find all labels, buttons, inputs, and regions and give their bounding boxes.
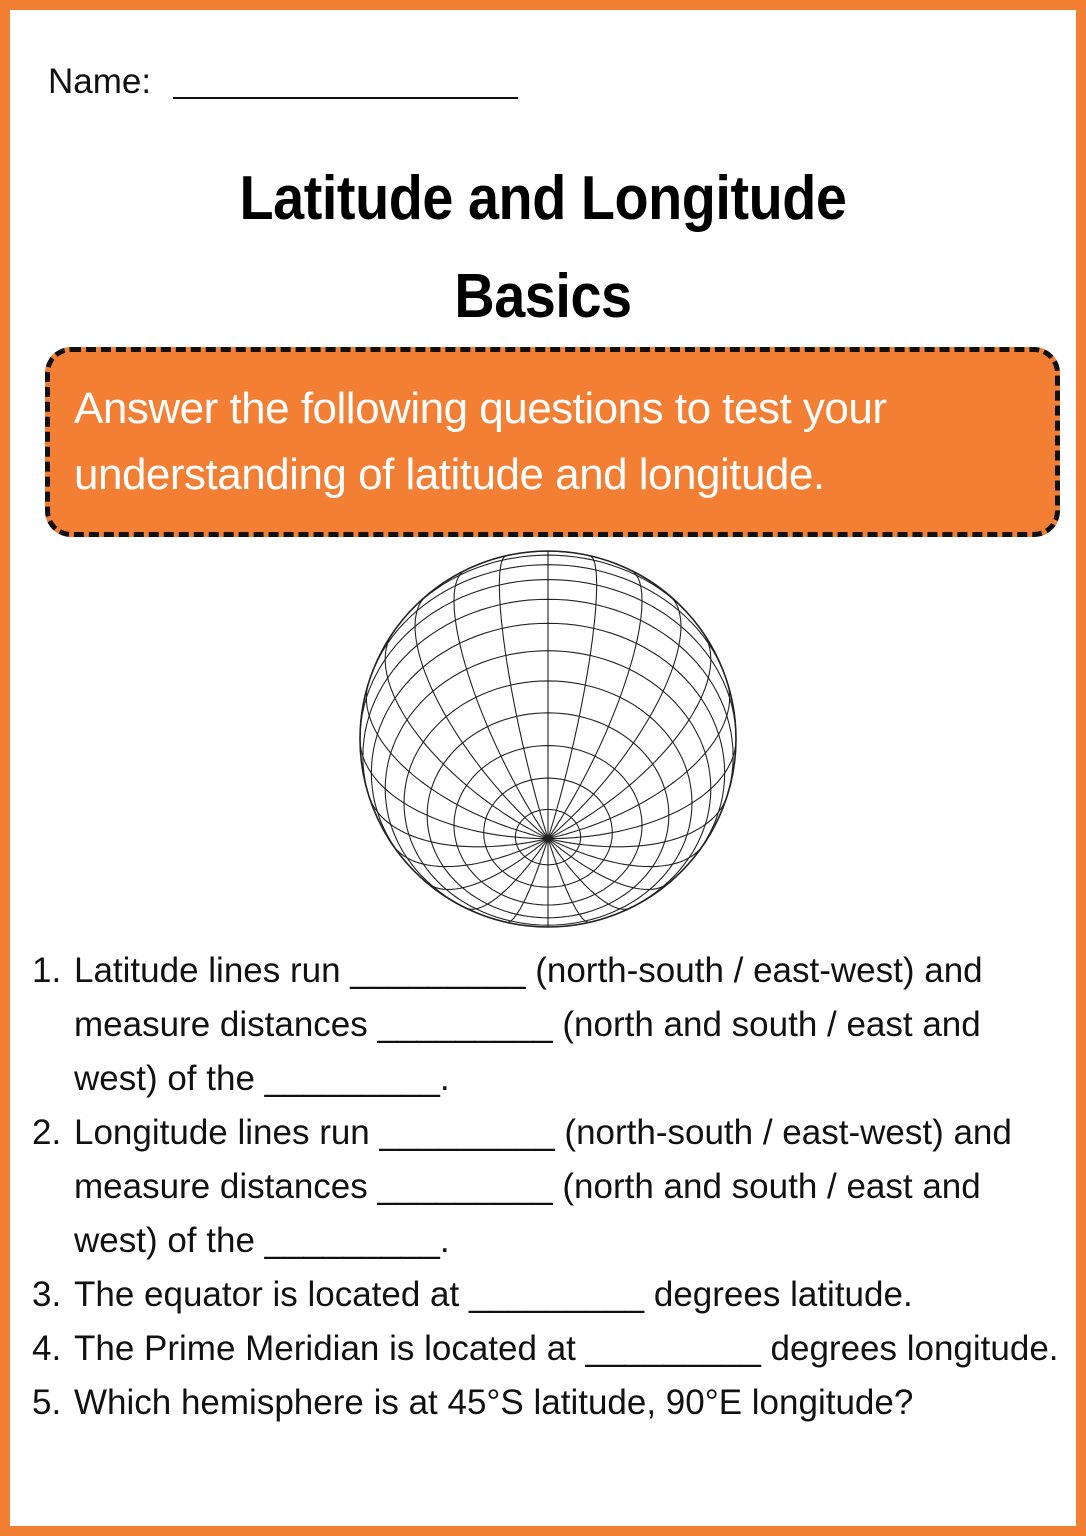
question-number: 5. [32, 1383, 62, 1422]
question-text: Which hemisphere is at 45°S latitude, 90°E longitude? [74, 1383, 914, 1422]
question-item-4 [32, 1322, 1062, 1376]
question-text: The equator is located at _________ degrees latitude. [74, 1275, 913, 1314]
question-item-2 [32, 1106, 1062, 1268]
title-line-1: Latitude and Longitude [239, 164, 847, 233]
question-text: The Prime Meridian is located at _________ degrees longitude. [74, 1329, 1059, 1368]
instructions-box [45, 347, 1060, 537]
page-title [54, 150, 1031, 346]
name-field [48, 62, 518, 102]
question-item-3 [32, 1268, 1062, 1322]
globe-wireframe-icon [355, 546, 741, 932]
question-text: Longitude lines run _________ (north-south / east-west) and measure distances _________ (north and south / east and west) of the _________. [74, 1113, 1012, 1260]
question-number: 4. [32, 1329, 62, 1368]
question-item-1 [32, 944, 1062, 1106]
question-number: 1. [32, 951, 62, 990]
name-label: Name: [48, 62, 152, 101]
question-number: 3. [32, 1275, 62, 1314]
instructions-text: Answer the following questions to test your understanding of latitude and longitude. [74, 384, 887, 499]
question-number: 2. [32, 1113, 62, 1152]
question-list [32, 944, 1062, 1430]
title-line-2: Basics [454, 262, 632, 331]
question-item-5 [32, 1376, 1062, 1430]
question-text: Latitude lines run _________ (north-south / east-west) and measure distances _________ (north and south / east and west) of the _________. [74, 951, 983, 1098]
name-blank-line[interactable] [173, 97, 518, 99]
